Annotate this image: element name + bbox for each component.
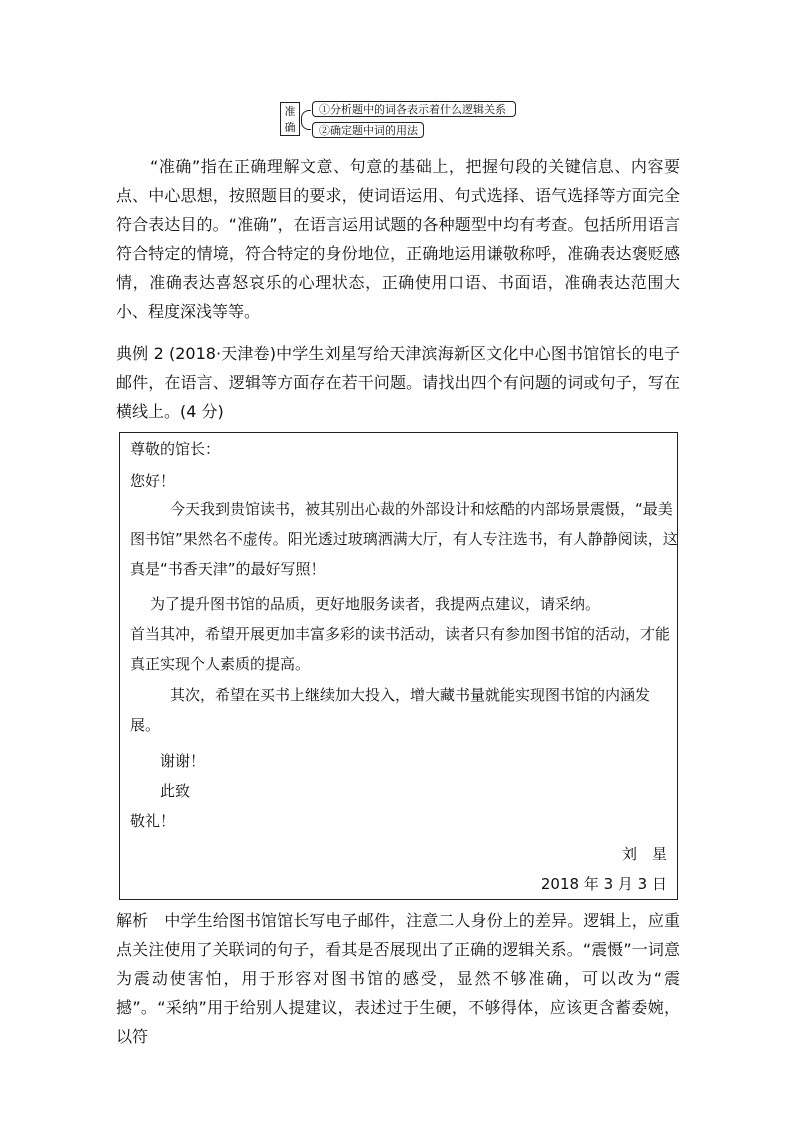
letter-paragraph: 为了提升图书馆的品质，更好地服务读者，我提两点建议，请采纳。 — [150, 595, 601, 613]
accuracy-diagram — [280, 100, 520, 140]
example-prompt: 典例 2 (2018·天津卷)中学生刘星写给天津滨海新区文化中心图书馆馆长的电子邮件，在语言、逻辑等方面存在若干问题。请找出四个有问题的词或句子，写在横线上。(4 分) — [116, 344, 680, 421]
letter-paragraph: 今天我到贵馆读书，被其别出心裁的外部设计和炫酷的内部场景震慑，“最美图书馆”果然名不虚传。阳光透过玻璃洒满大厅，有人专注选书，有人静静阅读，这真是“书香天津”的最好写照！ — [130, 500, 678, 578]
letter-thanks: 谢谢！ — [160, 752, 206, 770]
diagram-branch: ①分析题中的词各表示着什么逻辑关系 — [312, 101, 516, 117]
letter-greeting: 您好！ — [130, 472, 176, 490]
letter-paragraph: 首当其冲，希望开展更加丰富多彩的读书活动，读者只有参加图书馆的活动，才能真正实现个人素质的提高。 — [130, 625, 671, 673]
letter-paragraph: 其次，希望在买书上继续加大投入，增大藏书量就能实现图书馆的内涵发展。 — [130, 686, 651, 734]
letter-closing: 此致 — [160, 782, 191, 800]
diagram-branch: ②确定题中词的用法 — [312, 122, 424, 138]
diagram-root-char: 确 — [284, 121, 296, 134]
analysis-paragraph: 解析 中学生给图书馆馆长写电子邮件，注意二人身份上的差异。逻辑上，应重点关注使用了关联词的句子，看其是否展现出了正确的逻辑关系。“震慑”一词意为震动使害怕，用于形容对图书馆的感受，显然不够准确，可以改为“震撼”。“采纳”用于给别人提建议，表述过于生硬，不够得体，应该更含蓄委婉，以符 — [116, 911, 680, 1046]
intro-paragraph: “准确”指在正确理解文意、句意的基础上，把握句段的关键信息、内容要点、中心思想，按照题目的要求，使词语运用、句式选择、语气选择等方面完全符合表达目的。“准确”，在语言运用试题的各种题型中均有考查。包括所用语言符合特定的情境，符合特定的身份地位，正确地运用谦敬称呼，准确表达褒贬感情，准确表达喜怒哀乐的心理状态，正确使用口语、书面语，准确表达范围大小、程度深浅等等。 — [116, 157, 680, 321]
letter-date: 2018 年 3 月 3 日 — [540, 875, 667, 893]
letter-signature: 刘 星 — [621, 845, 667, 863]
letter-closing: 敬礼！ — [130, 812, 176, 830]
letter-box — [119, 432, 678, 900]
diagram-root-char: 准 — [284, 105, 296, 118]
diagram-brace — [301, 110, 311, 130]
diagram-root — [280, 102, 300, 136]
letter-salutation: 尊敬的馆长： — [130, 440, 221, 458]
